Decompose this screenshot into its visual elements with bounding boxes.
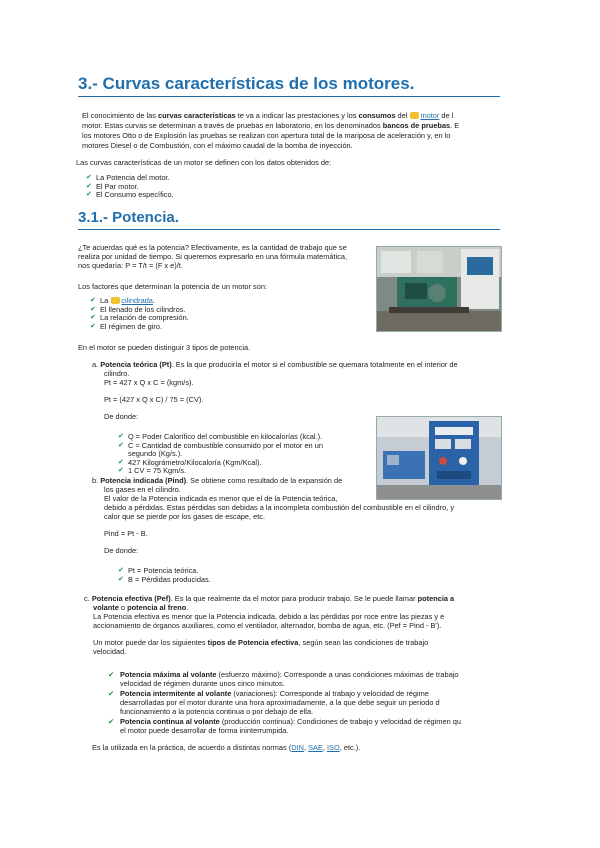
iso-link[interactable]: ISO [327,743,340,752]
check-icon: ✔ [108,689,115,698]
teorica-legend-list [118,432,374,475]
check-icon: ✔ [86,191,92,199]
section-title-potencia: 3.1.- Potencia. [78,209,179,226]
defined-by-text: Las curvas características de un motor se definen con los datos obtenidos de: [76,158,332,167]
potencia-efectiva-block: c. Potencia efectiva (Pef). Es la que realmente da el motor para producir trabajo. Se le puede llamar potencia a volante o potencia al freno. La Potencia efectiva es menor que la Potencia indicada, debido a las pérdidas por roce entre las piezas y e accionamiento de órganos auxiliares, como el ventilador, alternador, bomba de agua, etc. (Pef = Pind - B'). Un motor puede dar los siguientes tipos de Potencia efectiva, según sean las condiciones de trabajo velocidad. [84,594,455,656]
title-underline [78,96,500,97]
list-item: ✔ Q = Poder Calorífico del combustible en kilocalorías (kcal.). [118,432,323,441]
check-icon: ✔ [90,322,96,330]
list-item: ✔ El régimen de giro. [90,321,163,331]
list-item: ✔ C = Cantidad de combustible consumido por el motor en un [118,440,323,450]
hand-pointer-icon [111,297,120,304]
list-item: ✔ La relación de compresión. [90,313,189,323]
list-item: ✔ 427 Kilográmetro/Kilocaloría (Kgm/Kcal). [118,457,262,467]
check-icon: ✔ [118,567,124,574]
check-icon: ✔ [118,441,124,449]
potencia-intro: ¿Te acuerdas qué es la potencia? Efectivamente, es la cantidad de trabajo que se realiza por unidad de tiempo. Si queremos expresarlo en una fórmula matemática, nos quedaría: P = T/t = (F x e)/t. [78,243,348,270]
subtitle-underline [78,229,500,230]
list-item: ✔ 1 CV = 75 Kgm/s. [118,466,187,476]
sae-link[interactable]: SAE [308,743,323,752]
intro-paragraph: El conocimiento de las curvas características te va a indicar las prestaciones y los consumos del motor de l motor. Estas curvas se determinan a través de pruebas en laboratorio, en los denominados bancos de pruebas. E los motores Otto o de Explosión las pruebas se realizan con apertura total de la mariposa de aceleración y, en lo motores Diesel o de Combustión, con el máximo caudal de la bomba de inyección. [82,111,460,150]
cilindrada-link[interactable]: cilindrada [121,296,153,305]
check-icon: ✔ [118,458,124,466]
indicada-legend-list [118,566,211,583]
list-item: ✔ La Potencia del motor. [86,173,170,182]
list-item: segundo (Kg/s.). [128,449,183,459]
list-item: ✔ El Consumo específico. [86,190,174,200]
types-intro: En el motor se pueden distinguir 3 tipos de potencia. [78,343,251,352]
list-item: ✔ Potencia continua al volante (producción continua): Condiciones de trabajo y velocidad de régimen qu el motor puede desarrollar de forma ininterrumpida. [108,717,461,735]
motor-link[interactable]: motor [420,111,440,120]
hand-pointer-icon [410,112,419,119]
check-icon: ✔ [108,670,115,679]
check-icon: ✔ [118,575,124,583]
check-icon: ✔ [90,314,96,322]
engine-test-bench-photo [376,246,502,332]
check-icon: ✔ [86,182,92,190]
list-item: ✔ Potencia intermitente al volante (variaciones): Corresponde al trabajo y velocidad de régime desarrolladas por el motor durante una hora aproximadamente, a la que debe seguir un periodo d funcionamiento a la potencia continua o por debajo de ella. [108,689,440,716]
list-item: ✔ El llenado de los cilindros. [90,304,186,314]
efectiva-types-list [108,670,528,735]
list-item: ✔ B = Pérdidas producidas. [118,574,211,584]
check-icon: ✔ [86,174,92,181]
list-item: ✔ La cilindrada. [90,296,155,305]
list-item: ✔ Pt = Potencia teórica. [118,566,199,575]
din-link[interactable]: DIN [291,743,304,752]
list-item: ✔ El Par motor. [86,181,139,191]
factors-intro: Los factores que determinan la potencia de un motor son: [78,282,267,291]
check-icon: ✔ [108,717,115,726]
norms-text: Es la utilizada en la práctica, de acuerdo a distintas normas (DIN, SAE, ISO, etc.). [92,743,361,752]
check-icon: ✔ [90,297,96,304]
section-title-curvas: 3.- Curvas características de los motores. [78,74,415,93]
list-item: ✔ Potencia máxima al volante (esfuerzo máximo): Corresponde a unas condiciones máximas de trabajo velocidad de régimen durante unos cinco minutos. [108,670,459,688]
check-icon: ✔ [118,467,124,475]
curves-data-list [86,173,174,199]
check-icon: ✔ [90,305,96,313]
check-icon: ✔ [118,433,124,440]
factors-list [90,296,189,330]
potencia-teorica-block: a. Potencia teórica (Pt). Es la que produciría el motor si el combustible se quemara totalmente en el interior de cilindro. Pt = 427 x Q x C = (kgm/s). Pt = (427 x Q x C) / 75 = (CV). De donde: [92,360,458,421]
potencia-indicada-block: b. Potencia indicada (Pind). Se obtiene como resultado de la expansión de los gases en el cilindro. El valor de la Potencia indicada es menor que el de la Potencia teórica, debido a pérdidas. Estas pérdidas son debidas a la incompleta combustión del combustible en el cilindro, y calor que se pierde por los gases de escape, etc. Pind = Pt - B. De donde: [92,476,455,555]
